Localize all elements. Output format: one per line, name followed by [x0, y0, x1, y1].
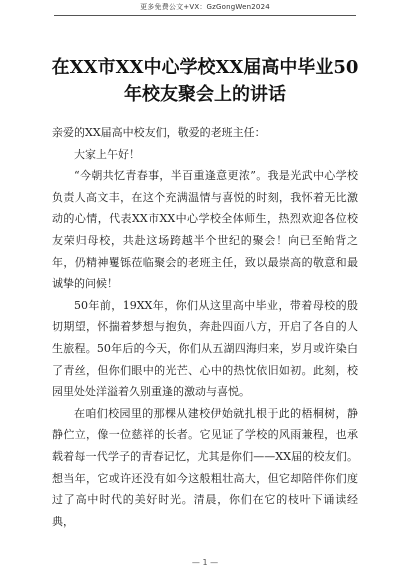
- document-title: [40, 54, 370, 108]
- paragraph-1: “今朝共忆青春事，半百重逢意更浓”。我是光武中心学校负责人高文丰，在这个充满温情与喜悦的时刻，我怀着无比激动的心情，代表XX市XX中心学校全体师生，热烈欢迎各位校友荣归母校，共赴这场跨越半个世纪的聚会！向已至鲐背之年，仍精神矍铄莅临聚会的老班主任，致以最崇高的敬意和最诚挚的问候！: [52, 169, 358, 291]
- header-note: 更多免费公文+VX：GzGongWen2024: [140, 3, 270, 11]
- document-body: [52, 122, 358, 532]
- page-number: — 1 —: [191, 558, 219, 567]
- salutation: 亲爱的XX届高中校友们，敬爱的老班主任：: [52, 126, 266, 139]
- paragraph-2: 50年前，19XX年，你们从这里高中毕业，带着母校的殷切期望，怀揣着梦想与抱负，奔赴四面八方，开启了各自的人生旅程。50年后的今天，你们从五湖四海归来，岁月或许染白了青丝，但你们眼中的光芒、心中的热忱依旧如初。此刻，校园里处处洋溢着久别重逢的激动与喜悦。: [52, 298, 358, 399]
- paragraph-3: 在咱们校园里的那棵从建校伊始就扎根于此的梧桐树，静静伫立，像一位慈祥的长者。它见证了学校的风雨兼程，也承载着每一代学子的青春记忆，尤其是你们——XX届的校友们。想当年，它或许还没有如今这般粗壮高大，但它却陪伴你们度过了高中时代的美好时光。清晨，你们在它的枝叶下诵读经典，: [52, 406, 358, 528]
- header-divider: [54, 15, 356, 16]
- title-line-1: 在XX市XX中心学校XX届高中毕业50: [51, 57, 359, 78]
- title-line-2: 年校友聚会上的讲话: [124, 84, 286, 105]
- greeting: 大家上午好！: [74, 147, 140, 161]
